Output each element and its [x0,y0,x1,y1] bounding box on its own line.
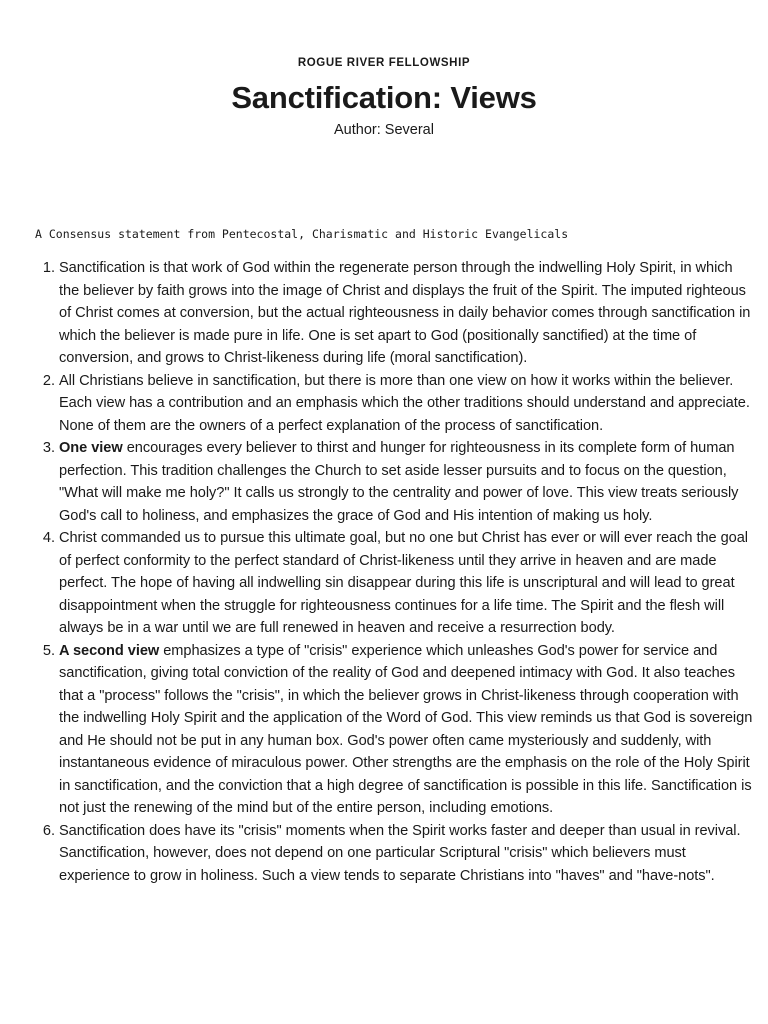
document-header [0,56,768,140]
point-text: emphasizes a type of "crisis" experience which unleashes God's power for service and sanctification, giving total conviction of the reality of God and deepened intimacy with God. It also teaches that a "process" follows the "crisis", in which the believer grows in Christ-likeness through cooperation with the indwelling Holy Spirit and the application of the Word of God. This view reminds us that God is sovereign and He should not be put in any human box. God's power often came mysteriously and suddenly, with instantaneous evidence of miraculous power. Other strengths are the emphasis on the role of the Holy Spirit in sanctification, and the conviction that a high degree of sanctification is possible in this life. Sanctification is not just the renewing of the mind but of the entire person, including emotions. [59,642,753,816]
point-item [59,370,754,438]
point-lead: One view [59,440,123,456]
point-lead: A second view [59,642,160,659]
author-line: Author: Several [334,122,434,138]
point-item [59,257,754,370]
point-text: All Christians believe in sanctification, but there is more than one view on how it works within the believer. Each view has a contribution and an emphasis which the other traditions should understand and appreciate. None of them are the owners of a perfect explanation of the process of sanctification. [59,372,750,434]
point-item [59,820,754,888]
point-item [59,640,754,820]
point-text: encourages every believer to thirst and hunger for righteousness in its complete form of human perfection. This tradition challenges the Church to set aside lesser pursuits and to focus on the question, "What will make me holy?" It calls us strongly to the centrality and power of love. This view treats seriously God's call to holiness, and emphasizes the grace of God and His intention of making us holy. [59,440,739,524]
consensus-intro: A Consensus statement from Pentecostal, Charismatic and Historic Evangelicals [35,227,569,241]
organization-name: ROGUE RIVER FELLOWSHIP [297,57,471,69]
point-text: Christ commanded us to pursue this ultimate goal, but no one but Christ has ever or will ever reach the goal of perfect conformity to the perfect standard of Christ-likeness until they arrive in heaven and are made perfect. The hope of having all indwelling sin disappear during this life is unscriptural and will lead to great disappointment when the struggle for righteousness continues for a life time. The Spirit and the flesh will always be in a war until we are full renewed in heaven and receive a resurrection body. [59,530,748,636]
points-list [0,257,754,887]
point-item [59,437,754,527]
point-text: Sanctification does have its "crisis" moments when the Spirit works faster and deeper than usual in revival. Sanctification, however, does not depend on one particular Scriptural "crisis" which believers must experience to grow in holiness. Such a view tends to separate Christians into "haves" and "have-nots". [59,822,741,884]
page-title: Sanctification: Views [231,80,537,115]
point-item [59,527,754,640]
point-text: Sanctification is that work of God within the regenerate person through the indwelling Holy Spirit, in which the believer by faith grows into the image of Christ and displays the fruit of the Spirit. The imputed righteous of Christ comes at conversion, but the actual righteousness in daily behavior comes through sanctification in which the believer is made pure in life. One is set apart to God (positionally sanctified) at the time of conversion, and grows to Christ-likeness during life (moral sanctification). [59,260,751,366]
